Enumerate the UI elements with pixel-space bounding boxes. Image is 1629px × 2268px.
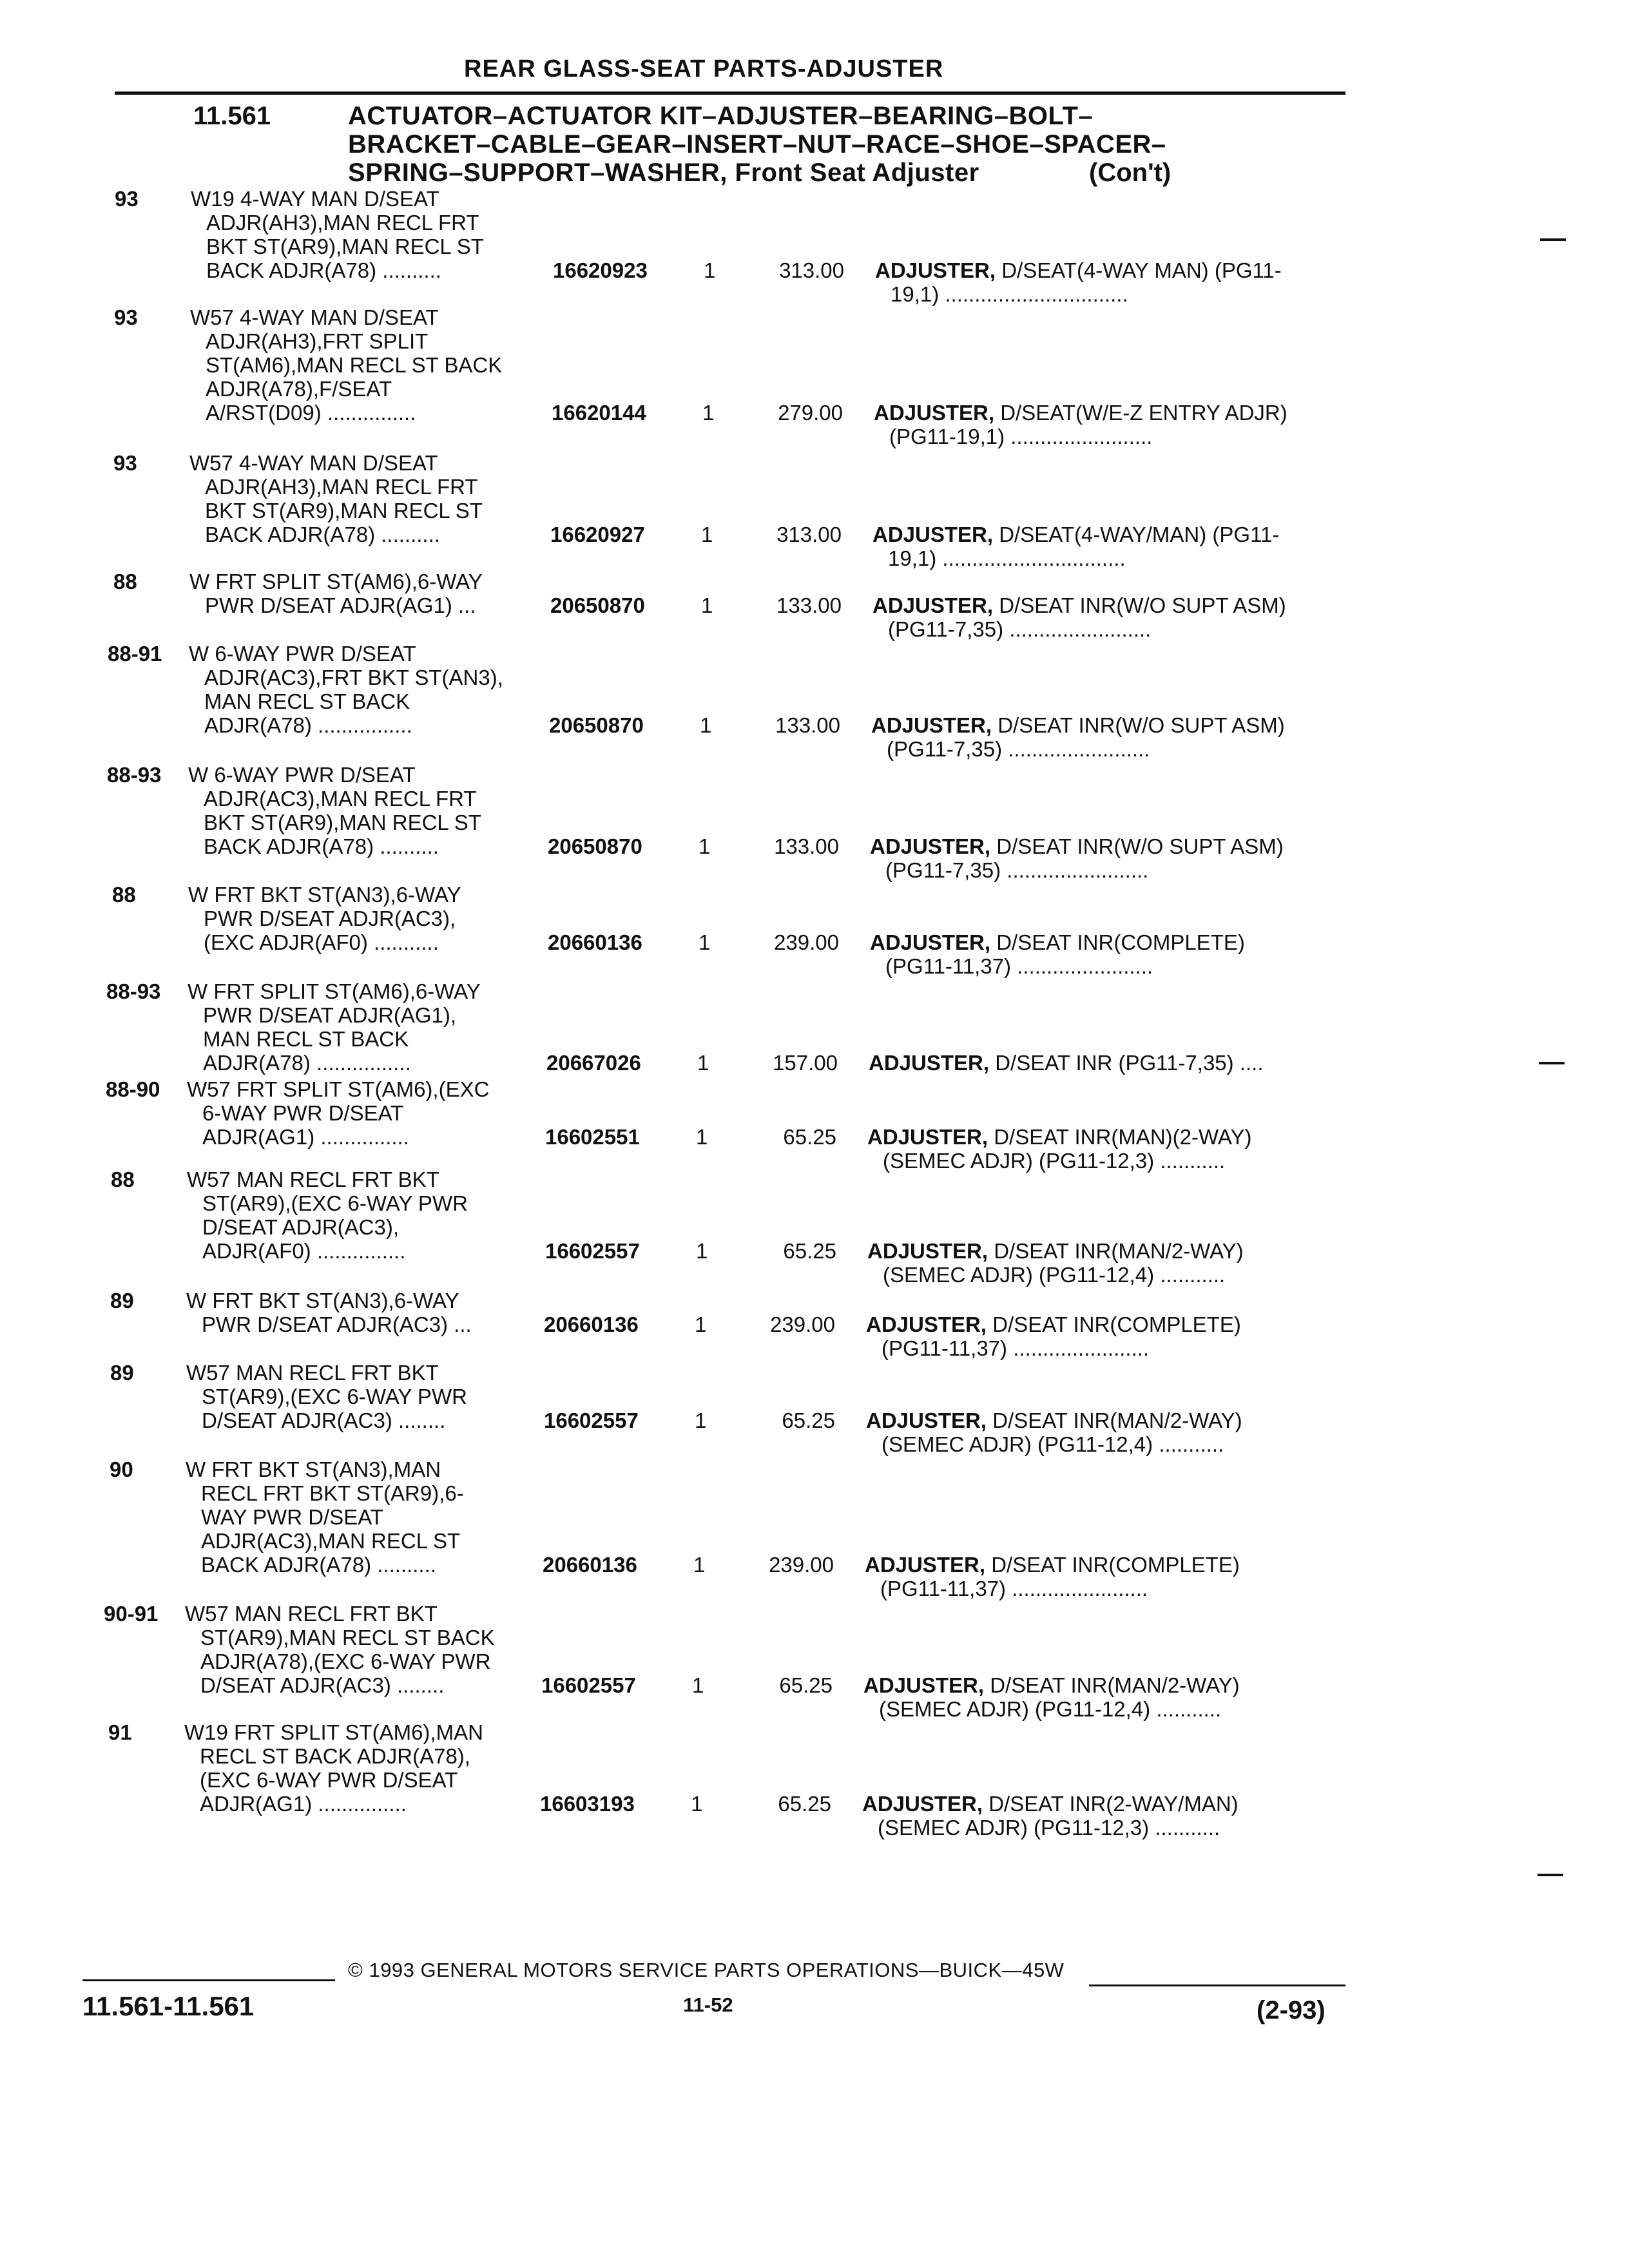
quantity: 1	[692, 1673, 704, 1697]
model-years: 88-93	[107, 763, 162, 787]
part-number: 16620144	[552, 401, 646, 425]
footer-copyright: © 1993 GENERAL MOTORS SERVICE PARTS OPERATIONS—BUICK—45W	[348, 1959, 1065, 1981]
part-name-label: ADJUSTER,	[874, 401, 995, 425]
model-years: 91	[108, 1720, 132, 1744]
quantity: 1	[704, 258, 716, 282]
part-name-label: ADJUSTER,	[870, 930, 991, 954]
description-line: (EXC ADJR(AF0) ...........	[204, 930, 439, 954]
part-name-detail: D/SEAT INR(MAN/2-WAY)	[984, 1673, 1240, 1697]
part-name-reference: (SEMEC ADJR) (PG11-12,4) ...........	[883, 1263, 1226, 1287]
quantity: 1	[693, 1553, 706, 1577]
part-name-label: ADJUSTER,	[867, 1239, 988, 1263]
usage-description	[186, 1457, 464, 1577]
model-years: 88-90	[106, 1077, 160, 1101]
usage-description	[186, 1361, 467, 1432]
description-line: PWR D/SEAT ADJR(AG1) ...	[205, 593, 476, 617]
part-name	[863, 1673, 1240, 1721]
usage-description	[189, 570, 483, 617]
description-line: RECL FRT BKT ST(AR9),6-	[201, 1481, 464, 1505]
usage-description	[184, 1720, 483, 1816]
part-name-label: ADJUSTER,	[866, 1408, 987, 1432]
part-name	[866, 1408, 1242, 1456]
part-name-detail: D/SEAT INR(COMPLETE)	[987, 1312, 1241, 1336]
description-line: ADJR(AH3),MAN RECL FRT	[206, 211, 479, 235]
part-name-label: ADJUSTER,	[863, 1673, 985, 1697]
model-years: 88	[113, 570, 137, 593]
description-line: W19 FRT SPLIT ST(AM6),MAN	[184, 1720, 483, 1744]
description-line: ADJR(AC3),MAN RECL ST	[201, 1529, 461, 1553]
quantity: 1	[701, 523, 713, 546]
description-line: W 6-WAY PWR D/SEAT	[189, 642, 416, 666]
part-name	[870, 834, 1284, 882]
footer-page-number: 11-52	[683, 1994, 733, 2016]
section-title-line-3: SPRING–SUPPORT–WASHER, Front Seat Adjuster	[348, 159, 979, 187]
part-number: 20667026	[546, 1051, 641, 1075]
description-line: PWR D/SEAT ADJR(AG1),	[203, 1003, 457, 1027]
description-line: W FRT BKT ST(AN3),6-WAY	[186, 1289, 459, 1312]
description-line: BACK ADJR(A78) ..........	[206, 258, 441, 282]
description-line: MAN RECL ST BACK	[204, 689, 410, 713]
description-line: PWR D/SEAT ADJR(AC3) ...	[202, 1312, 472, 1336]
part-name-label: ADJUSTER,	[865, 1553, 986, 1577]
description-line: D/SEAT ADJR(AC3) ........	[202, 1408, 446, 1432]
model-years: 88	[112, 883, 136, 907]
usage-description	[188, 979, 481, 1075]
price: 239.00	[769, 1553, 834, 1577]
footer-date-code: (2-93)	[1257, 1996, 1325, 2024]
part-name-reference: 19,1) ...............................	[888, 546, 1126, 570]
description-line: BKT ST(AR9),MAN RECL ST	[204, 811, 481, 834]
part-name	[862, 1792, 1239, 1840]
part-number: 20650870	[548, 834, 642, 858]
part-name-detail: D/SEAT INR(MAN)(2-WAY)	[988, 1125, 1252, 1149]
part-name	[867, 1125, 1251, 1173]
usage-description	[188, 763, 481, 858]
part-name-label: ADJUSTER,	[872, 593, 994, 617]
quantity: 1	[697, 1051, 709, 1075]
description-line: ADJR(AF0) ...............	[202, 1239, 406, 1263]
part-name	[872, 593, 1286, 641]
part-number: 20660136	[543, 1553, 637, 1577]
usage-description	[190, 305, 502, 425]
usage-description	[187, 1077, 489, 1149]
part-name-label: ADJUSTER,	[870, 834, 991, 858]
part-name-reference: (SEMEC ADJR) (PG11-12,3) ...........	[883, 1149, 1226, 1173]
model-years: 90-91	[104, 1602, 159, 1626]
description-line: ADJR(A78),F/SEAT	[206, 377, 392, 401]
quantity: 1	[691, 1792, 703, 1816]
description-line: W FRT BKT ST(AN3),6-WAY	[188, 883, 461, 907]
description-line: ADJR(AC3),MAN RECL FRT	[204, 787, 477, 811]
part-name-detail: D/SEAT INR (PG11-7,35) ....	[989, 1051, 1264, 1075]
part-name-label: ADJUSTER,	[872, 523, 994, 546]
description-line: W57 4-WAY MAN D/SEAT	[189, 451, 438, 475]
part-number: 20650870	[549, 713, 644, 737]
part-name-label: ADJUSTER,	[866, 1312, 987, 1336]
part-name	[865, 1553, 1240, 1600]
usage-description	[186, 1289, 472, 1336]
description-line: W19 4-WAY MAN D/SEAT	[191, 187, 439, 211]
usage-description	[191, 187, 484, 282]
model-years: 89	[110, 1361, 134, 1385]
description-line: ST(AR9),MAN RECL ST BACK	[200, 1626, 495, 1649]
part-name-detail: D/SEAT INR(W/O SUPT ASM)	[993, 593, 1286, 617]
description-line: D/SEAT ADJR(AC3) ........	[200, 1673, 445, 1697]
margin-mark	[1537, 1874, 1563, 1876]
part-name-reference: (PG11-11,37) .......................	[880, 1577, 1148, 1600]
model-years: 89	[110, 1289, 134, 1312]
part-number: 16602557	[541, 1673, 636, 1697]
part-name-label: ADJUSTER,	[871, 713, 992, 737]
part-number: 20660136	[548, 930, 642, 954]
part-name-reference: (PG11-11,37) .......................	[882, 1336, 1150, 1360]
usage-description	[185, 1602, 495, 1697]
part-number: 20660136	[544, 1312, 639, 1336]
part-name-detail: D/SEAT(4-WAY/MAN) (PG11-	[993, 523, 1280, 546]
price: 279.00	[778, 401, 843, 425]
part-name-detail: D/SEAT(W/E-Z ENTRY ADJR)	[994, 401, 1287, 425]
margin-mark	[1539, 1062, 1565, 1064]
description-line: ST(AR9),(EXC 6-WAY PWR	[202, 1191, 468, 1215]
part-number: 16620923	[553, 258, 648, 282]
part-name-detail: D/SEAT INR(2-WAY/MAN)	[983, 1792, 1239, 1816]
part-name	[870, 930, 1245, 978]
price: 133.00	[774, 834, 839, 858]
part-number: 16602557	[545, 1239, 640, 1263]
description-line: ST(AM6),MAN RECL ST BACK	[206, 353, 503, 377]
part-name-label: ADJUSTER,	[867, 1125, 988, 1149]
description-line: ADJR(AH3),MAN RECL FRT	[205, 475, 478, 499]
description-line: W57 MAN RECL FRT BKT	[187, 1168, 439, 1191]
description-line: ADJR(A78),(EXC 6-WAY PWR	[200, 1649, 491, 1673]
part-name	[871, 713, 1285, 761]
part-name-label: ADJUSTER,	[869, 1051, 990, 1075]
part-name	[872, 523, 1279, 570]
part-name-reference: (PG11-11,37) .......................	[885, 954, 1153, 978]
header-rule	[115, 91, 1345, 95]
description-line: ADJR(AC3),FRT BKT ST(AN3),	[204, 666, 503, 689]
part-name-reference: (SEMEC ADJR) (PG11-12,4) ...........	[882, 1432, 1224, 1456]
price: 313.00	[779, 258, 844, 282]
usage-description	[187, 1168, 468, 1263]
page-title: REAR GLASS-SEAT PARTS-ADJUSTER	[464, 55, 944, 82]
price: 65.25	[779, 1673, 833, 1697]
model-years: 90	[110, 1457, 133, 1481]
part-name-reference: (PG11-7,35) ........................	[888, 617, 1152, 641]
section-continued: (Con't)	[1089, 159, 1171, 187]
quantity: 1	[702, 401, 715, 425]
price: 65.25	[782, 1408, 835, 1432]
model-years: 93	[114, 305, 138, 329]
quantity: 1	[695, 1312, 707, 1336]
description-line: W57 MAN RECL FRT BKT	[186, 1361, 439, 1385]
part-name-detail: D/SEAT INR(COMPLETE)	[990, 930, 1245, 954]
part-name	[866, 1312, 1241, 1360]
part-name-reference: (SEMEC ADJR) (PG11-12,3) ...........	[878, 1816, 1220, 1840]
description-line: W57 FRT SPLIT ST(AM6),(EXC	[187, 1077, 490, 1101]
part-number: 20650870	[550, 593, 645, 617]
description-line: 6-WAY PWR D/SEAT	[202, 1101, 404, 1125]
description-line: A/RST(D09) ...............	[206, 401, 416, 425]
description-line: ADJR(AG1) ...............	[202, 1125, 409, 1149]
part-name	[875, 258, 1282, 306]
price: 65.25	[778, 1792, 831, 1816]
quantity: 1	[695, 1408, 707, 1432]
part-name	[867, 1239, 1244, 1287]
quantity: 1	[699, 834, 711, 858]
price: 133.00	[776, 593, 842, 617]
part-name-detail: D/SEAT INR(W/O SUPT ASM)	[990, 834, 1284, 858]
part-number: 16602557	[544, 1408, 639, 1432]
section-number: 11.561	[193, 102, 271, 130]
description-line: ADJR(A78) ................	[204, 713, 412, 737]
part-name-reference: (PG11-7,35) ........................	[885, 858, 1149, 882]
description-line: BACK ADJR(A78) ..........	[204, 834, 439, 858]
part-name-label: ADJUSTER,	[875, 258, 996, 282]
description-line: ADJR(A78) ................	[203, 1051, 411, 1075]
description-line: WAY PWR D/SEAT	[201, 1505, 383, 1529]
usage-description	[189, 451, 483, 546]
description-line: W57 MAN RECL FRT BKT	[185, 1602, 438, 1626]
part-name-label: ADJUSTER,	[862, 1792, 983, 1816]
description-line: ST(AR9),(EXC 6-WAY PWR	[202, 1385, 467, 1408]
price: 133.00	[775, 713, 840, 737]
model-years: 93	[115, 187, 139, 211]
part-name-reference: (SEMEC ADJR) (PG11-12,4) ...........	[879, 1697, 1222, 1721]
part-name-detail: D/SEAT INR(MAN/2-WAY)	[988, 1239, 1244, 1263]
part-name	[869, 1051, 1264, 1075]
footer-section-range: 11.561-11.561	[82, 1991, 255, 2021]
part-number: 16603193	[540, 1792, 635, 1816]
usage-description	[189, 642, 503, 737]
description-line: W FRT SPLIT ST(AM6),6-WAY	[189, 570, 483, 593]
usage-description	[188, 883, 461, 954]
margin-mark	[1540, 238, 1566, 241]
part-name-detail: D/SEAT INR(W/O SUPT ASM)	[992, 713, 1285, 737]
quantity: 1	[700, 713, 712, 737]
part-name	[874, 401, 1287, 448]
quantity: 1	[699, 930, 711, 954]
part-number: 16620927	[550, 523, 645, 546]
description-line: BACK ADJR(A78) ..........	[201, 1553, 436, 1577]
price: 157.00	[773, 1051, 838, 1075]
price: 239.00	[770, 1312, 835, 1336]
description-line: BKT ST(AR9),MAN RECL ST	[205, 499, 483, 523]
description-line: W FRT SPLIT ST(AM6),6-WAY	[188, 979, 481, 1003]
price: 239.00	[774, 930, 839, 954]
model-years: 93	[113, 451, 137, 475]
section-title-line-1: ACTUATOR–ACTUATOR KIT–ADJUSTER–BEARING–BOLT–	[348, 102, 1094, 130]
description-line: W FRT BKT ST(AN3),MAN	[186, 1457, 441, 1481]
part-number: 16602551	[545, 1125, 640, 1149]
description-line: W 6-WAY PWR D/SEAT	[188, 763, 416, 787]
footer-rule-left	[82, 1979, 335, 1981]
description-line: D/SEAT ADJR(AC3),	[202, 1215, 400, 1239]
description-line: MAN RECL ST BACK	[203, 1027, 409, 1051]
description-line: PWR D/SEAT ADJR(AC3),	[204, 907, 456, 930]
part-name-reference: (PG11-7,35) ........................	[887, 737, 1150, 761]
model-years: 88-93	[106, 979, 161, 1003]
part-name-reference: 19,1) ...............................	[891, 282, 1128, 306]
part-name-detail: D/SEAT INR(MAN/2-WAY)	[987, 1408, 1242, 1432]
description-line: BACK ADJR(A78) ..........	[205, 523, 440, 546]
part-name-reference: (PG11-19,1) ........................	[889, 425, 1153, 448]
model-years: 88-91	[108, 642, 162, 666]
price: 313.00	[776, 523, 842, 546]
price: 65.25	[783, 1125, 836, 1149]
part-name-detail: D/SEAT(4-WAY MAN) (PG11-	[996, 258, 1282, 282]
description-line: ADJR(AG1) ...............	[200, 1792, 407, 1816]
quantity: 1	[696, 1125, 708, 1149]
quantity: 1	[701, 593, 713, 617]
model-years: 88	[111, 1168, 135, 1191]
part-name-detail: D/SEAT INR(COMPLETE)	[985, 1553, 1240, 1577]
description-line: (EXC 6-WAY PWR D/SEAT	[200, 1768, 458, 1792]
section-title-line-2: BRACKET–CABLE–GEAR–INSERT–NUT–RACE–SHOE–SPACER–	[348, 130, 1166, 159]
description-line: W57 4-WAY MAN D/SEAT	[190, 305, 439, 329]
description-line: BKT ST(AR9),MAN RECL ST	[206, 235, 484, 258]
price: 65.25	[783, 1239, 836, 1263]
footer-rule-right	[1089, 1984, 1345, 1986]
description-line: RECL ST BACK ADJR(A78),	[200, 1744, 470, 1768]
description-line: ADJR(AH3),FRT SPLIT	[206, 329, 429, 353]
quantity: 1	[696, 1239, 708, 1263]
